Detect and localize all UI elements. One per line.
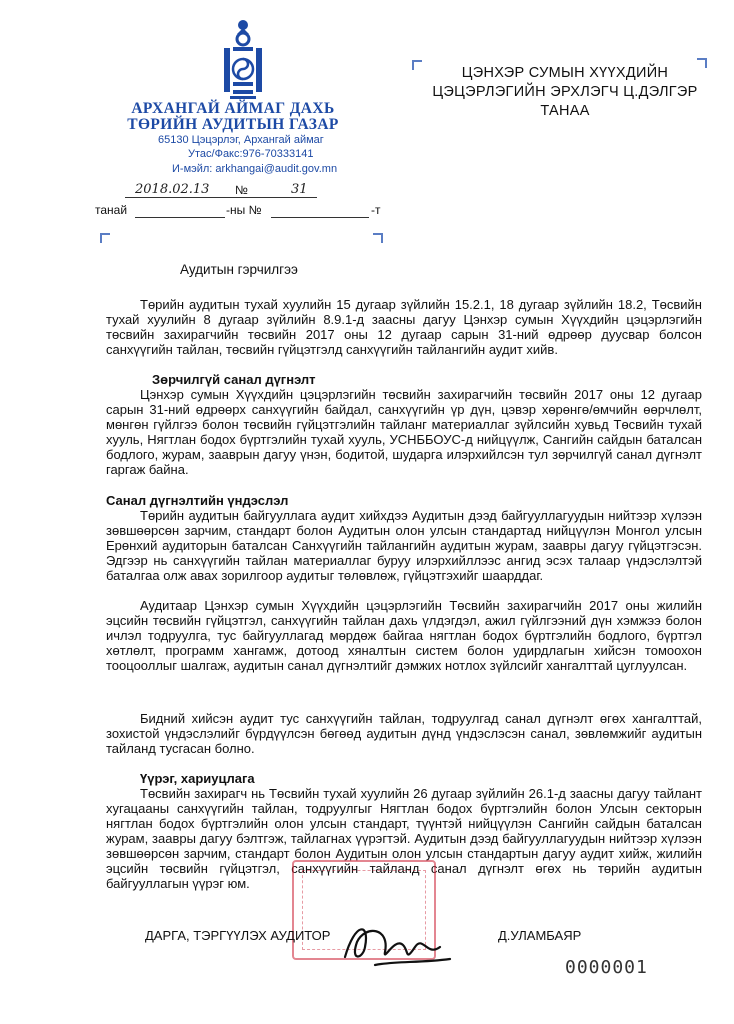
org-title xyxy=(98,101,368,133)
soyombo-emblem-icon xyxy=(218,18,268,100)
serial-number: 0000001 xyxy=(565,957,648,978)
signer-title: ДАРГА, ТЭРГҮҮЛЭХ АУДИТОР xyxy=(145,928,331,943)
signer-name: Д.УЛАМБАЯР xyxy=(498,928,582,943)
reply-number-line xyxy=(271,203,369,218)
intro-paragraph: Төрийн аудитын тухай хуулийн 15 дугаар зүйлийн 15.2.1, 18 дугаар зүйлийн 18.2, Төсвийн тухай хуулийн 8 дугаар зүйлийн 8.9.1-д заасны дагуу Цэнхэр сумын Хүүхдийн цэцэрлэгийн төсвийн захирагчийн төсвийн 2017 оны 12 дугаар сарын 31-ний өдрөөр дуусвар болсон санхүүгийн тайлан, төсвийн гүйцэтгэлд санхүүгийн тайлангийн аудит хийв. xyxy=(106,297,702,357)
basis-paragraph-1: Төрийн аудитын байгууллага аудит хийхдээ Аудитын дээд байгууллагуудын нийтээр хүлээн зөвшөөрсөн зарчим, стандарт болон Аудитын олон улсын стандартад нийцүүлэн Монгол улсын Ерөнхий аудиторын баталсан Санхүүгийн тайлангийн аудитын журам, заавры дагуу гүйцэтгэсэн. Эдгээр нь санхүүгийн тайлан материаллаг буруу илэрхийллээс ангид эсэх талаар үндэслэлтэй баталгаа олж авах зорилгоор аудитыг төлөвлөж, гүйцэтгэхийг шаарддаг. xyxy=(106,508,702,583)
recipient-line2: ЦЭЦЭРЛЭГИЙН ЭРХЛЭГЧ Ц.ДЭЛГЭР xyxy=(432,84,698,100)
document-title: Аудитын гэрчилгээ xyxy=(180,262,298,277)
opinion-paragraph: Цэнхэр сумын Хүүхдийн цэцэрлэгийн төсвийн захирагчийн төсвийн 2017 оны 12 дугаар сарын 31-ний өдрөөрх санхүүгийн байдал, санхүүгийн үр дүн, цэвэр хөрөнгө/өмчийн өөрчлөлт, мөнгөн гүйлгээ болон төсвийн гүйцэтгэлийн тайланг материаллаг зүйлсийн хувьд Төсвийн тухай хууль, Нягтлан бодох бүртгэлийн тухай хууль, УСНББОУС-д нийцүүлж, Сангийн сайдын баталсан бодлого, журам, зааврын дагуу үнэн, бодитой, шударга илэрхийлсэн тул зөрчилгүй санал дүгнэлт гаргаж байна. xyxy=(106,387,702,477)
basis-paragraph-2: Аудитаар Цэнхэр сумын Хүүхдийн цэцэрлэгийн Төсвийн захирагчийн 2017 оны жилийн эцсийн төсвийн гүйцэтгэл, санхүүгийн тайлан дахь үлдэгдэл, ажил гүйлгээний дүн хэмжээ болон ичлэл тодруулга, тус байгууллагад мөрдөж байгаа нягтлан бодох бүртгэлийн бодлого, бүртгэл хөтлөлт, программ хангамж, дотоод хяналтын систем болон удирдлагын хийсэн томоохон тооцооллыг шалгаж, аудитын санал дүгнэлтийг дэмжих нотлох зүйлсийг хангалттай цуглуулсан. xyxy=(106,598,702,673)
recipient-line1: ЦЭНХЭР СУМЫН ХҮҮХДИЙН xyxy=(461,65,669,81)
reply-mid: -ны № xyxy=(226,203,262,217)
opinion-heading: Зөрчилгүй санал дүгнэлт xyxy=(152,372,316,387)
number-label: № xyxy=(235,183,248,197)
handwritten-date: 2018.02.13 xyxy=(135,182,210,197)
responsibility-heading: Үүрэг, хариуцлага xyxy=(140,771,255,786)
reply-reference-row xyxy=(95,203,385,221)
org-title-line1: АРХАНГАЙ АЙМАГ ДАХЬ xyxy=(131,100,335,117)
signature-scribble xyxy=(335,917,455,972)
date-number-row xyxy=(95,183,385,201)
responsibility-paragraph: Төсвийн захирагч нь Төсвийн тухай хуулийн 26 дугаар зүйлийн 26.1-д заасны дагуу тайлант хугацааны санхүүгийн тайлан, тодруулгыг Нягтлан бодох бүртгэлийн болон Улсын секторын нягтлан бодох бүртгэлийн олон улсын стандарт, түүнтэй нийцүүлэн Сангийн сайдын баталсан журам, заавры дагуу бэлтгэж, тайлагнах үүрэгтэй. Аудитын дээд байгууллагуудын нийтээр хүлээн зөвшөөрсөн зарчим, стандарт болон Аудитын олон улсын стандартын дагуу аудит хийж, жилийн эцсийн төсвийн гүйцэтгэл, санхүүгийн тайланд санал дүгнэлт өгөх нь төрийн аудитын байгууллагын үүрэг юм. xyxy=(106,786,702,891)
reply-prefix: танай xyxy=(95,203,128,217)
corner-mark xyxy=(100,233,110,243)
org-address: 65130 Цэцэрлэг, Архангай аймаг xyxy=(158,134,324,146)
basis-paragraph-3: Бидний хийсэн аудит тус санхүүгийн тайлан, тодруулгад санал дүгнэлт өгөх хангалттай, зохистой үндэслэлийг бүрдүүлсэн бөгөөд аудитын дүнд үндэслэсэн санал, зөвлөмжийг аудитын тайланд тусгасан болно. xyxy=(106,711,702,756)
basis-heading: Санал дүгнэлтийн үндэслэл xyxy=(106,493,289,508)
recipient-block xyxy=(430,64,700,121)
corner-mark xyxy=(412,60,422,70)
org-title-line2: ТӨРИЙН АУДИТЫН ГАЗАР xyxy=(127,116,339,133)
recipient-line3: ТАНАА xyxy=(540,103,590,119)
corner-mark xyxy=(373,233,383,243)
reply-date-line xyxy=(135,203,225,218)
org-email: И-мэйл: arkhangai@audit.gov.mn xyxy=(172,163,338,175)
handwritten-number: 31 xyxy=(291,182,308,197)
org-phone: Утас/Факс:976-70333141 xyxy=(188,148,314,160)
reply-suffix: -т xyxy=(371,203,381,217)
